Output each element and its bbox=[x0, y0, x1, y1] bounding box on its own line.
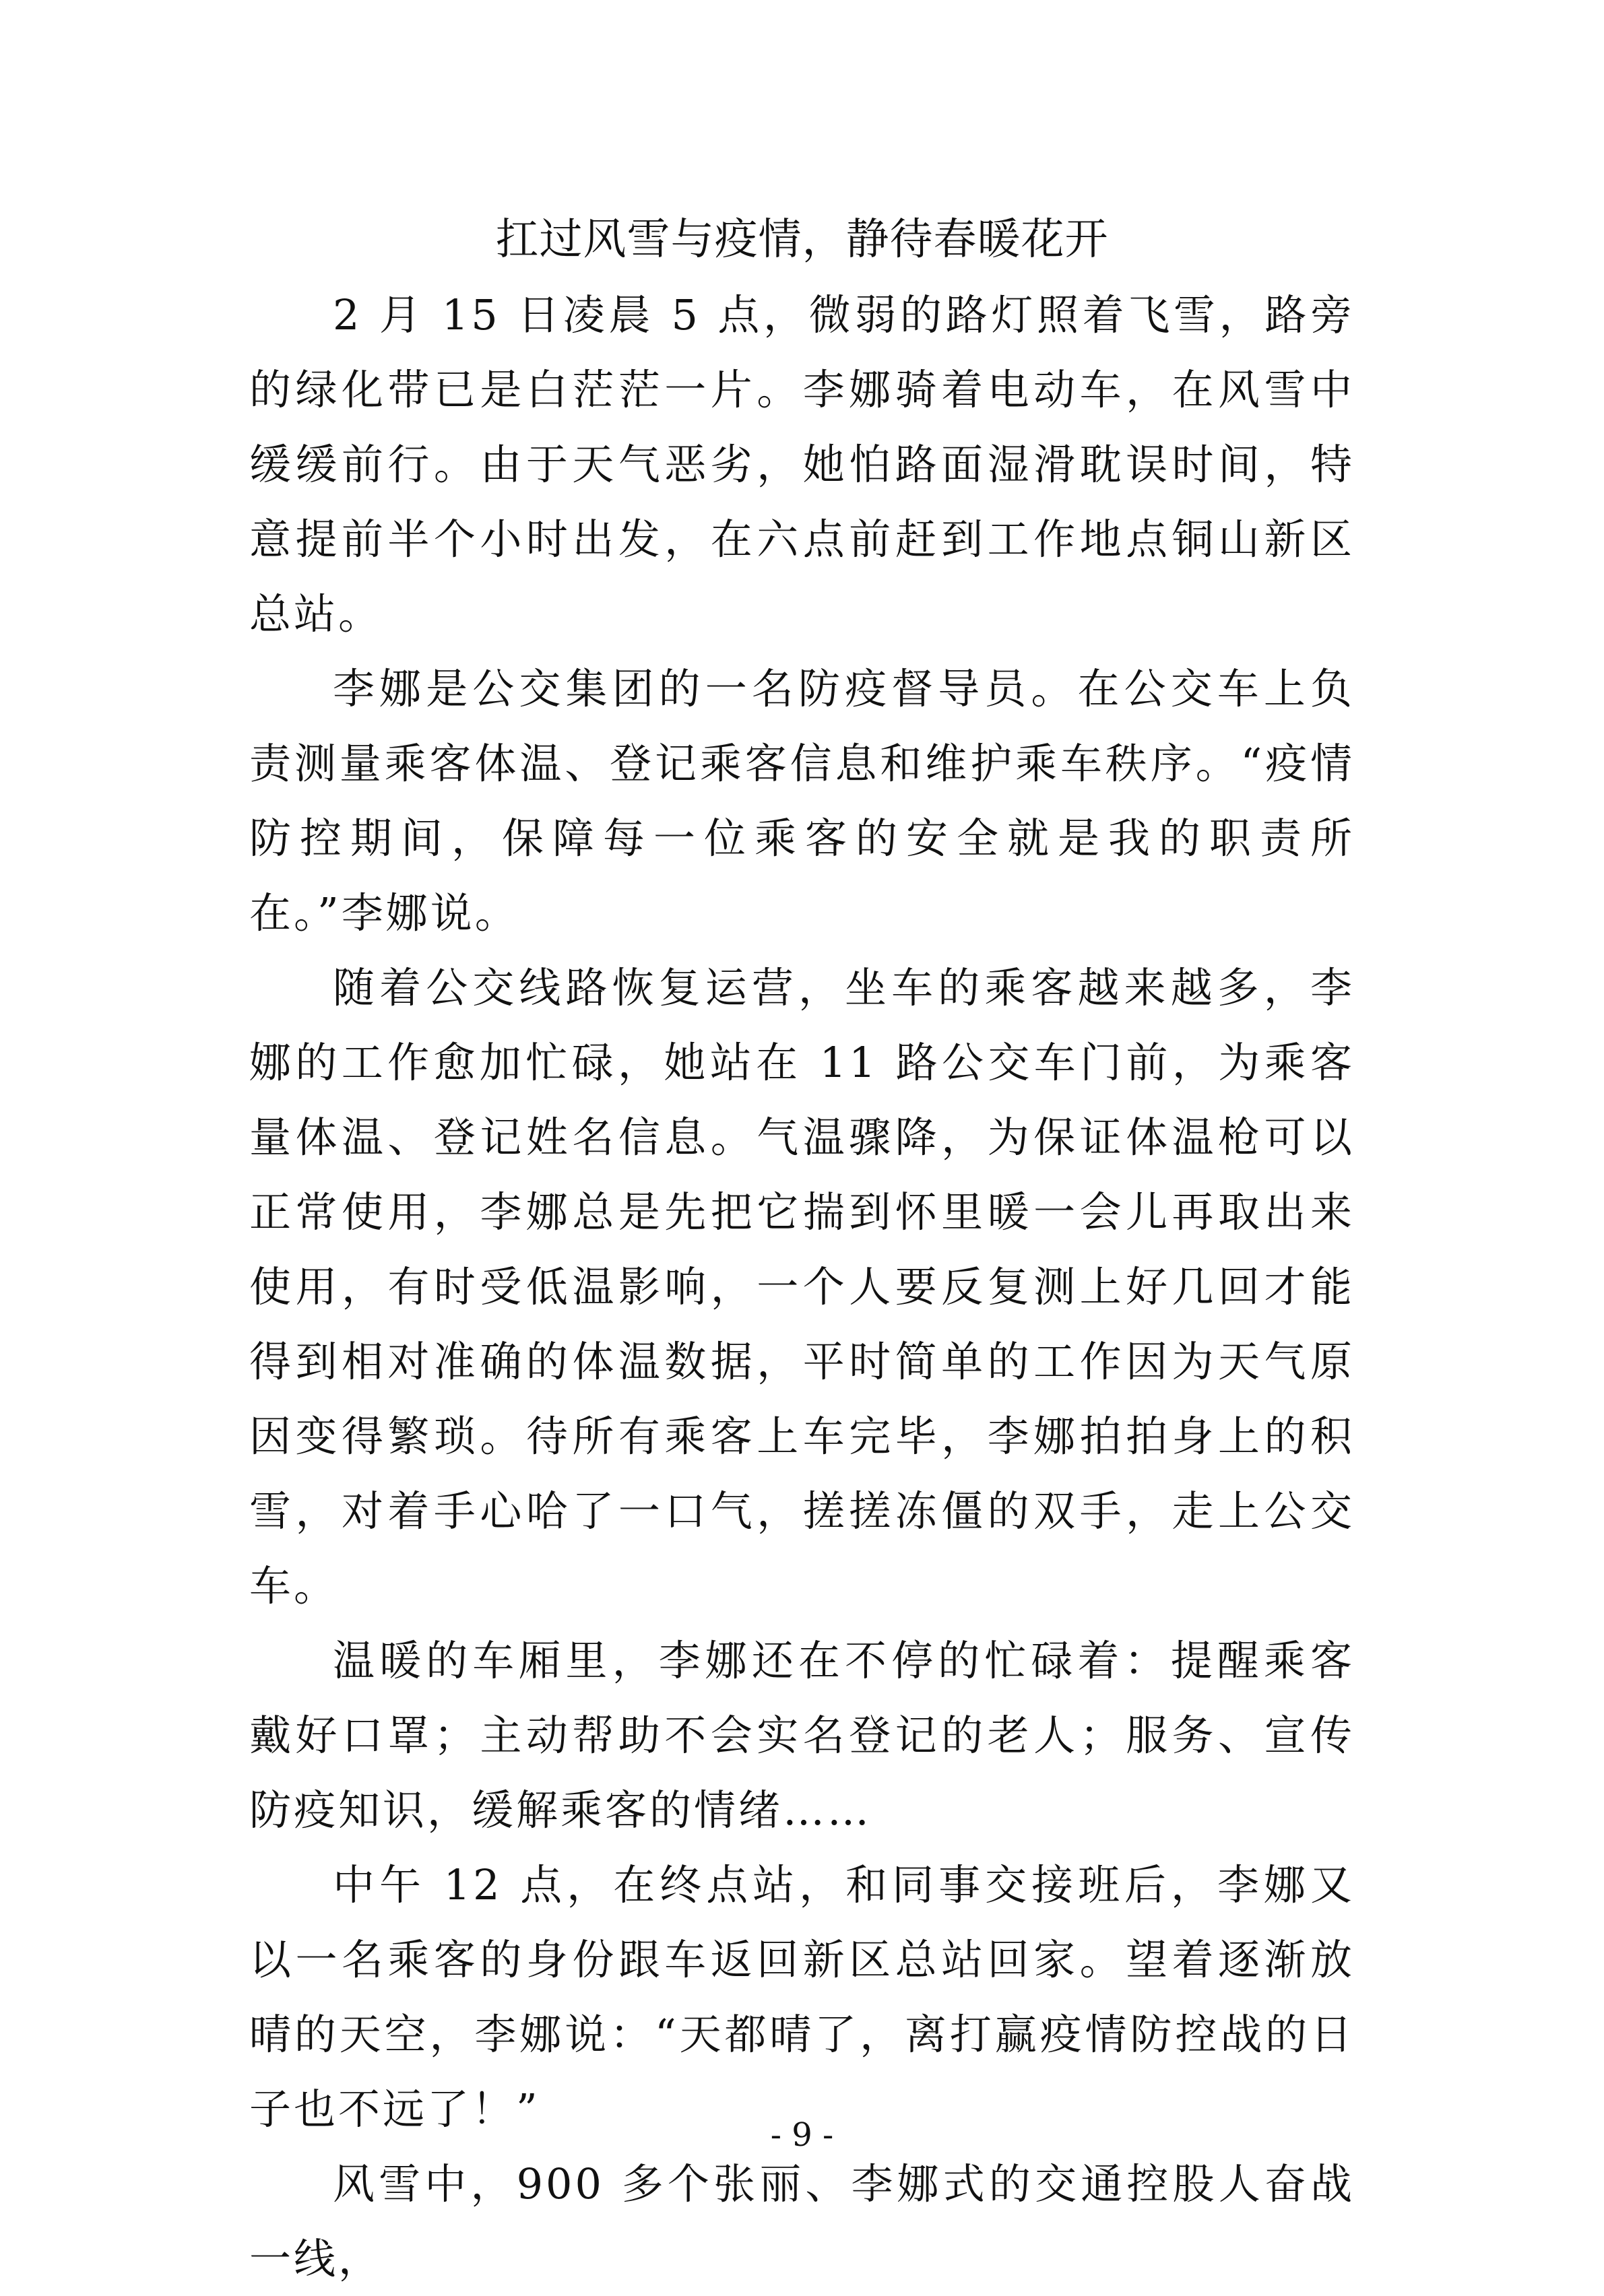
paragraph-2: 李娜是公交集团的一名防疫督导员。在公交车上负责测量乘客体温、登记乘客信息和维护乘车秩序。“疫情防控期间，保障每一位乘客的安全就是我的职责所在。”李娜说。 bbox=[249, 664, 1355, 938]
page-number: - 9 - bbox=[770, 2116, 834, 2154]
article-title: 扛过风雪与疫情，静待春暖花开 bbox=[495, 215, 1109, 265]
paragraph-1: 2 月 15 日凌晨 5 点，微弱的路灯照着飞雪，路旁的绿化带已是白茫茫一片。李娜骑着电动车，在风雪中缓缓前行。由于天气恶劣，她怕路面湿滑耽误时间，特意提前半个小时出发，在六点前赶到工作地点铜山新区总站。 bbox=[249, 290, 1355, 638]
paragraph-3: 随着公交线路恢复运营，坐车的乘客越来越多，李娜的工作愈加忙碌，她站在 11 路公交车门前，为乘客量体温、登记姓名信息。气温骤降，为保证体温枪可以正常使用，李娜总是先把它揣到怀里暖一会儿再取出来使用，有时受低温影响，一个人要反复测上好几回才能得到相对准确的体温数据，平时简单的工作因为天气原因变得繁琐。待所有乘客上车完毕，李娜拍拍身上的积雪，对着手心哈了一口气，搓搓冻僵的双手，走上公交车。 bbox=[249, 963, 1355, 1610]
paragraph-6: 风雪中，900 多个张丽、李娜式的交通控股人奋战一线， bbox=[249, 2159, 1355, 2283]
paragraph-4: 温暖的车厢里，李娜还在不停的忙碌着：提醒乘客戴好口罩；主动帮助不会实名登记的老人；服务、宣传防疫知识，缓解乘客的情绪…… bbox=[249, 1636, 1355, 1835]
article-body bbox=[249, 277, 1355, 2296]
paragraph-5: 中午 12 点，在终点站，和同事交接班后，李娜又以一名乘客的身份跟车返回新区总站回家。望着逐渐放晴的天空，李娜说：“天都晴了，离打赢疫情防控战的日子也不远了！” bbox=[249, 1860, 1355, 2134]
